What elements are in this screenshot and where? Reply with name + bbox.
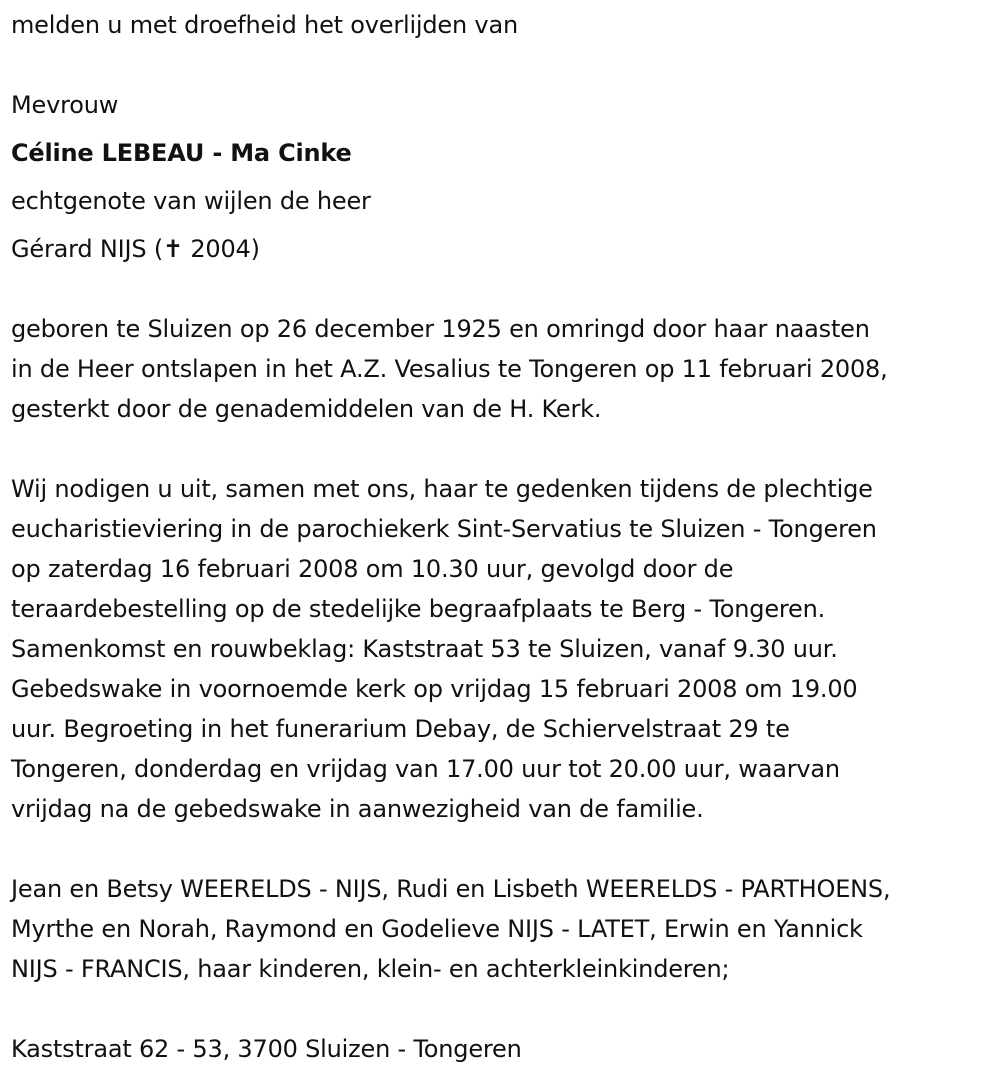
family-line: Myrthe en Norah, Raymond en Godelieve NIJS - LATET, Erwin en Yannick (11, 915, 863, 943)
family-line: NIJS - FRANCIS, haar kinderen, klein- en achterkleinkinderen; (11, 955, 730, 983)
service-line: teraardebestelling op de stedelijke begraafplaats te Berg - Tongeren. (11, 595, 826, 623)
service-line: vrijdag na de gebedswake in aanwezigheid van de familie. (11, 795, 704, 823)
intro-text: melden u met droefheid het overlijden van (11, 11, 518, 39)
deceased-name: Céline LEBEAU - Ma Cinke (11, 139, 352, 167)
service-line: uur. Begroeting in het funerarium Debay, de Schiervelstraat 29 te (11, 715, 790, 743)
family-line: Jean en Betsy WEERELDS - NIJS, Rudi en Lisbeth WEERELDS - PARTHOENS, (11, 875, 891, 903)
birth-line: in de Heer ontslapen in het A.Z. Vesalius te Tongeren op 11 februari 2008, (11, 355, 888, 383)
address-text: Kaststraat 62 - 53, 3700 Sluizen - Tongeren (11, 1035, 522, 1063)
spouse-name: Gérard NIJS (✝ 2004) (11, 235, 260, 263)
service-line: op zaterdag 16 februari 2008 om 10.30 uur, gevolgd door de (11, 555, 734, 583)
birth-line: gesterkt door de genademiddelen van de H. Kerk. (11, 395, 602, 423)
spouse-relation: echtgenote van wijlen de heer (11, 187, 371, 215)
service-line: Gebedswake in voornoemde kerk op vrijdag 15 februari 2008 om 19.00 (11, 675, 858, 703)
service-line: eucharistieviering in de parochiekerk Sint-Servatius te Sluizen - Tongeren (11, 515, 877, 543)
title-prefix: Mevrouw (11, 91, 119, 119)
service-line: Samenkomst en rouwbeklag: Kaststraat 53 te Sluizen, vanaf 9.30 uur. (11, 635, 838, 663)
service-line: Tongeren, donderdag en vrijdag van 17.00 uur tot 20.00 uur, waarvan (11, 755, 840, 783)
service-line: Wij nodigen u uit, samen met ons, haar te gedenken tijdens de plechtige (11, 475, 873, 503)
birth-line: geboren te Sluizen op 26 december 1925 en omringd door haar naasten (11, 315, 870, 343)
